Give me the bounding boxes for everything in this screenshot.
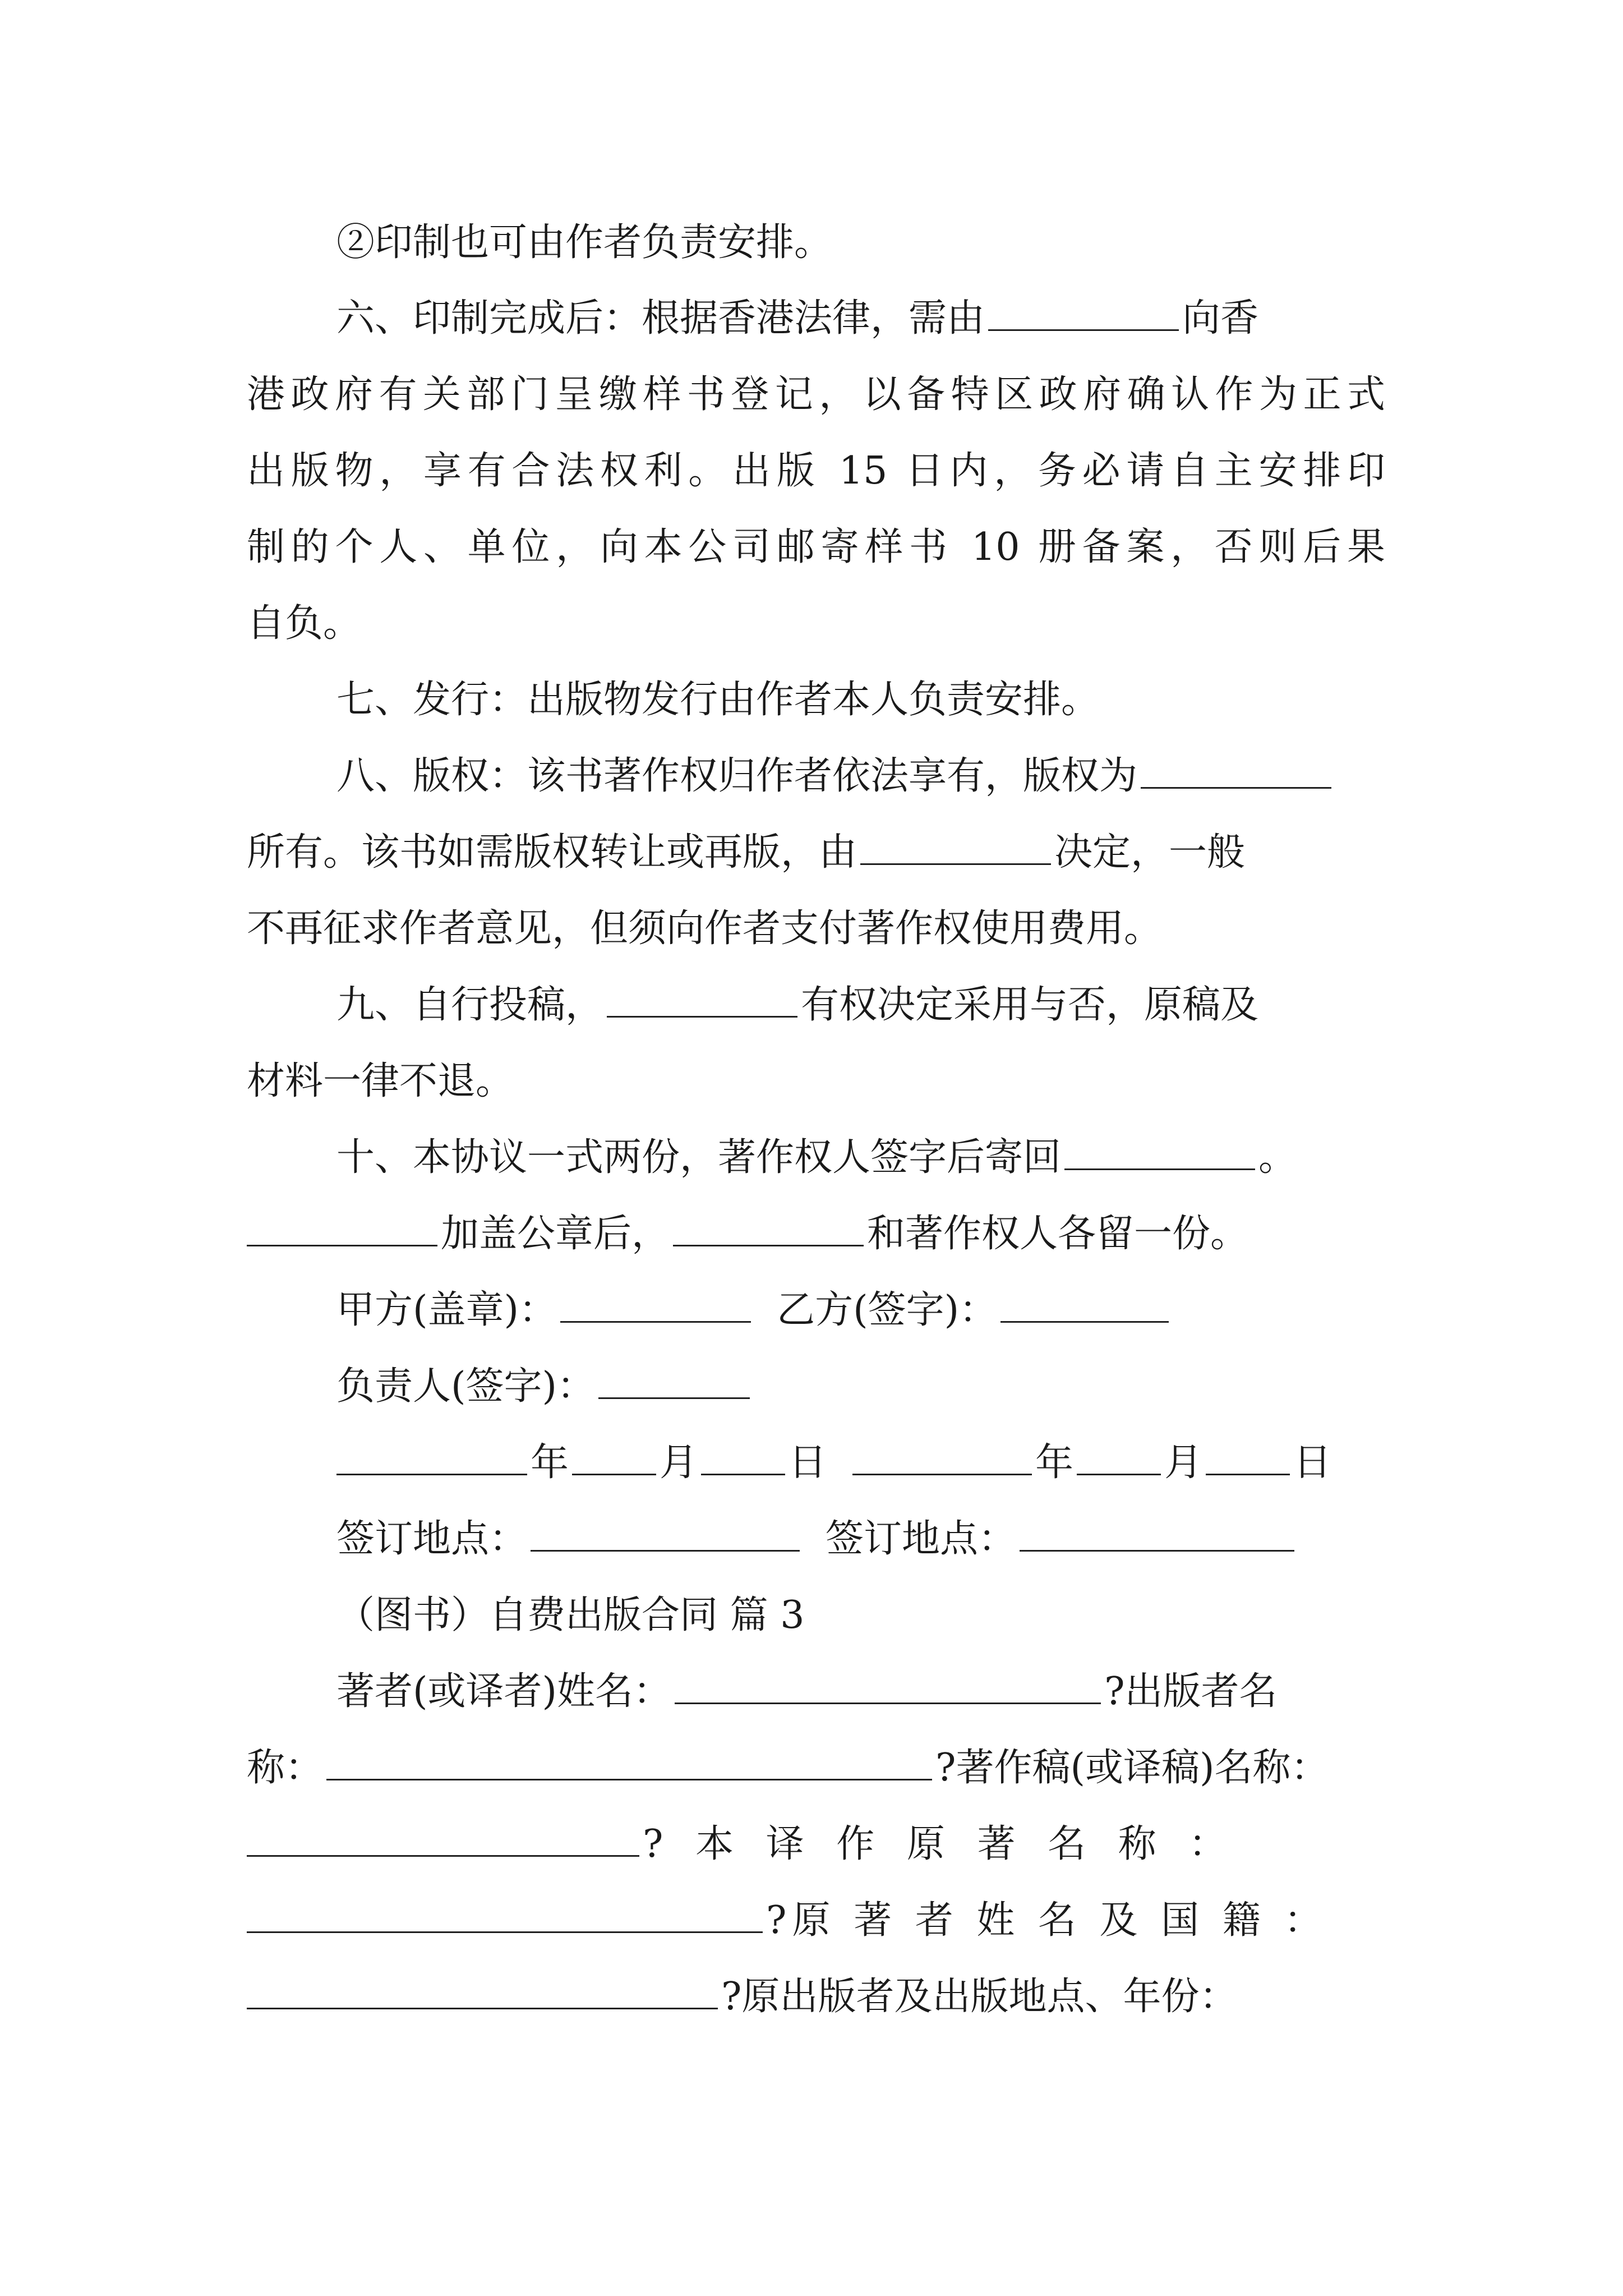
text: 自负。	[247, 601, 362, 646]
signature-line	[336, 1272, 1385, 1349]
day-blank[interactable]	[1206, 1435, 1290, 1475]
form-line	[336, 1654, 1385, 1730]
text: 七、发行：出版物发行由作者本人负责安排。	[336, 678, 1100, 722]
fill-blank[interactable]	[247, 1207, 437, 1246]
original-author-blank[interactable]	[247, 1970, 718, 2009]
text: 加盖公章后，	[441, 1212, 670, 1256]
work-title-label: ?著作稿(或译稿)名称：	[935, 1746, 1329, 1790]
fill-blank[interactable]	[988, 291, 1179, 331]
responsible-person-label: 负责人(签字)：	[336, 1364, 596, 1409]
year-blank[interactable]	[852, 1435, 1032, 1475]
responsible-person-blank[interactable]	[598, 1359, 750, 1399]
text: 。	[1258, 1135, 1297, 1180]
fill-blank[interactable]	[860, 825, 1051, 865]
text: 六、印制完成后：根据香港法律，需由	[336, 296, 985, 341]
fill-blank[interactable]	[673, 1207, 864, 1246]
text: 决定，一般	[1054, 830, 1246, 875]
author-name-label: 著者(或译者)姓名：	[336, 1669, 672, 1714]
year-blank[interactable]	[336, 1435, 527, 1475]
paragraph-line	[336, 205, 1385, 281]
signing-place-label: 签订地点：	[336, 1517, 528, 1561]
text: 称：	[247, 1746, 324, 1790]
text: 向香	[1182, 296, 1259, 341]
fill-blank[interactable]	[1064, 1130, 1255, 1170]
original-title-label: ? 本 译 作 原 著 名 称 ：	[643, 1822, 1237, 1866]
paragraph-line	[336, 1120, 1385, 1196]
text: 九、自行投稿，	[336, 983, 604, 1027]
party-b-label: 乙方(签字)：	[777, 1288, 998, 1332]
text: 所有。该书如需版权转让或再版，由	[247, 830, 857, 875]
month-blank[interactable]	[572, 1435, 656, 1475]
party-a-label: 甲方(盖章)：	[336, 1288, 557, 1332]
day-blank[interactable]	[701, 1435, 785, 1475]
month-blank[interactable]	[1077, 1435, 1161, 1475]
text: 十、本协议一式两份，著作权人签字后寄回	[336, 1135, 1062, 1180]
text: 不再征求作者意见，但须向作者支付著作权使用费用。	[247, 907, 1163, 951]
text: 有权决定采用与否，原稿及	[801, 983, 1259, 1027]
signing-place-blank[interactable]	[531, 1512, 800, 1552]
date-line	[336, 1425, 1385, 1501]
form-line	[247, 1883, 1385, 1959]
author-name-blank[interactable]	[675, 1664, 1101, 1704]
text: 和著作权人各留一份。	[867, 1212, 1249, 1256]
signing-place-line	[336, 1501, 1385, 1577]
party-b-sign-blank[interactable]	[1000, 1283, 1169, 1323]
paragraph-line	[336, 967, 1385, 1043]
signing-place-blank[interactable]	[1020, 1512, 1294, 1552]
original-author-label: ?原 著 者 姓 名 及 国 籍 ：	[766, 1898, 1328, 1943]
text: 港政府有关部门呈缴样书登记，以备特区政府确认作为正式	[247, 372, 1385, 417]
original-title-blank[interactable]	[247, 1893, 763, 1933]
form-line	[247, 1806, 1385, 1883]
month-label: 月	[1164, 1441, 1203, 1485]
year-label: 年	[1035, 1441, 1074, 1485]
text: ②印制也可由作者负责安排。	[336, 220, 833, 265]
paragraph-line	[247, 1043, 1385, 1120]
signing-place-label: 签订地点：	[826, 1517, 1017, 1561]
paragraph-line	[247, 509, 1385, 586]
text: 八、版权：该书著作权归作者依法享有，版权为	[336, 754, 1138, 798]
paragraph-line	[247, 433, 1385, 509]
text: 材料一律不退。	[247, 1059, 514, 1103]
paragraph-line	[247, 891, 1385, 967]
paragraph-line	[247, 1196, 1385, 1272]
day-label: 日	[1293, 1441, 1332, 1485]
form-line	[247, 1730, 1385, 1806]
fill-blank[interactable]	[1141, 749, 1331, 789]
paragraph-line	[247, 815, 1385, 891]
work-title-blank[interactable]	[247, 1817, 639, 1857]
section-heading	[336, 1577, 1385, 1654]
fill-blank[interactable]	[607, 978, 797, 1018]
publisher-name-blank[interactable]	[326, 1741, 932, 1780]
paragraph-line	[336, 662, 1385, 738]
paragraph-line	[247, 357, 1385, 433]
paragraph-line	[336, 280, 1385, 357]
text: 制的个人、单位，向本公司邮寄样书 10 册备案，否则后果	[247, 525, 1385, 569]
text: 出版物，享有合法权利。出版 15 日内，务必请自主安排印	[247, 449, 1385, 493]
text: ?出版者名	[1104, 1669, 1278, 1714]
signature-line	[336, 1349, 1385, 1425]
paragraph-line	[336, 738, 1385, 815]
year-label: 年	[531, 1441, 569, 1485]
original-publisher-label: ?原出版者及出版地点、年份：	[721, 1975, 1238, 2019]
day-label: 日	[789, 1441, 827, 1485]
month-label: 月	[660, 1441, 698, 1485]
paragraph-line	[247, 586, 1385, 662]
heading-text: （图书）自费出版合同 篇 3	[336, 1593, 805, 1637]
party-a-seal-blank[interactable]	[560, 1283, 751, 1323]
form-line	[247, 1959, 1385, 2035]
